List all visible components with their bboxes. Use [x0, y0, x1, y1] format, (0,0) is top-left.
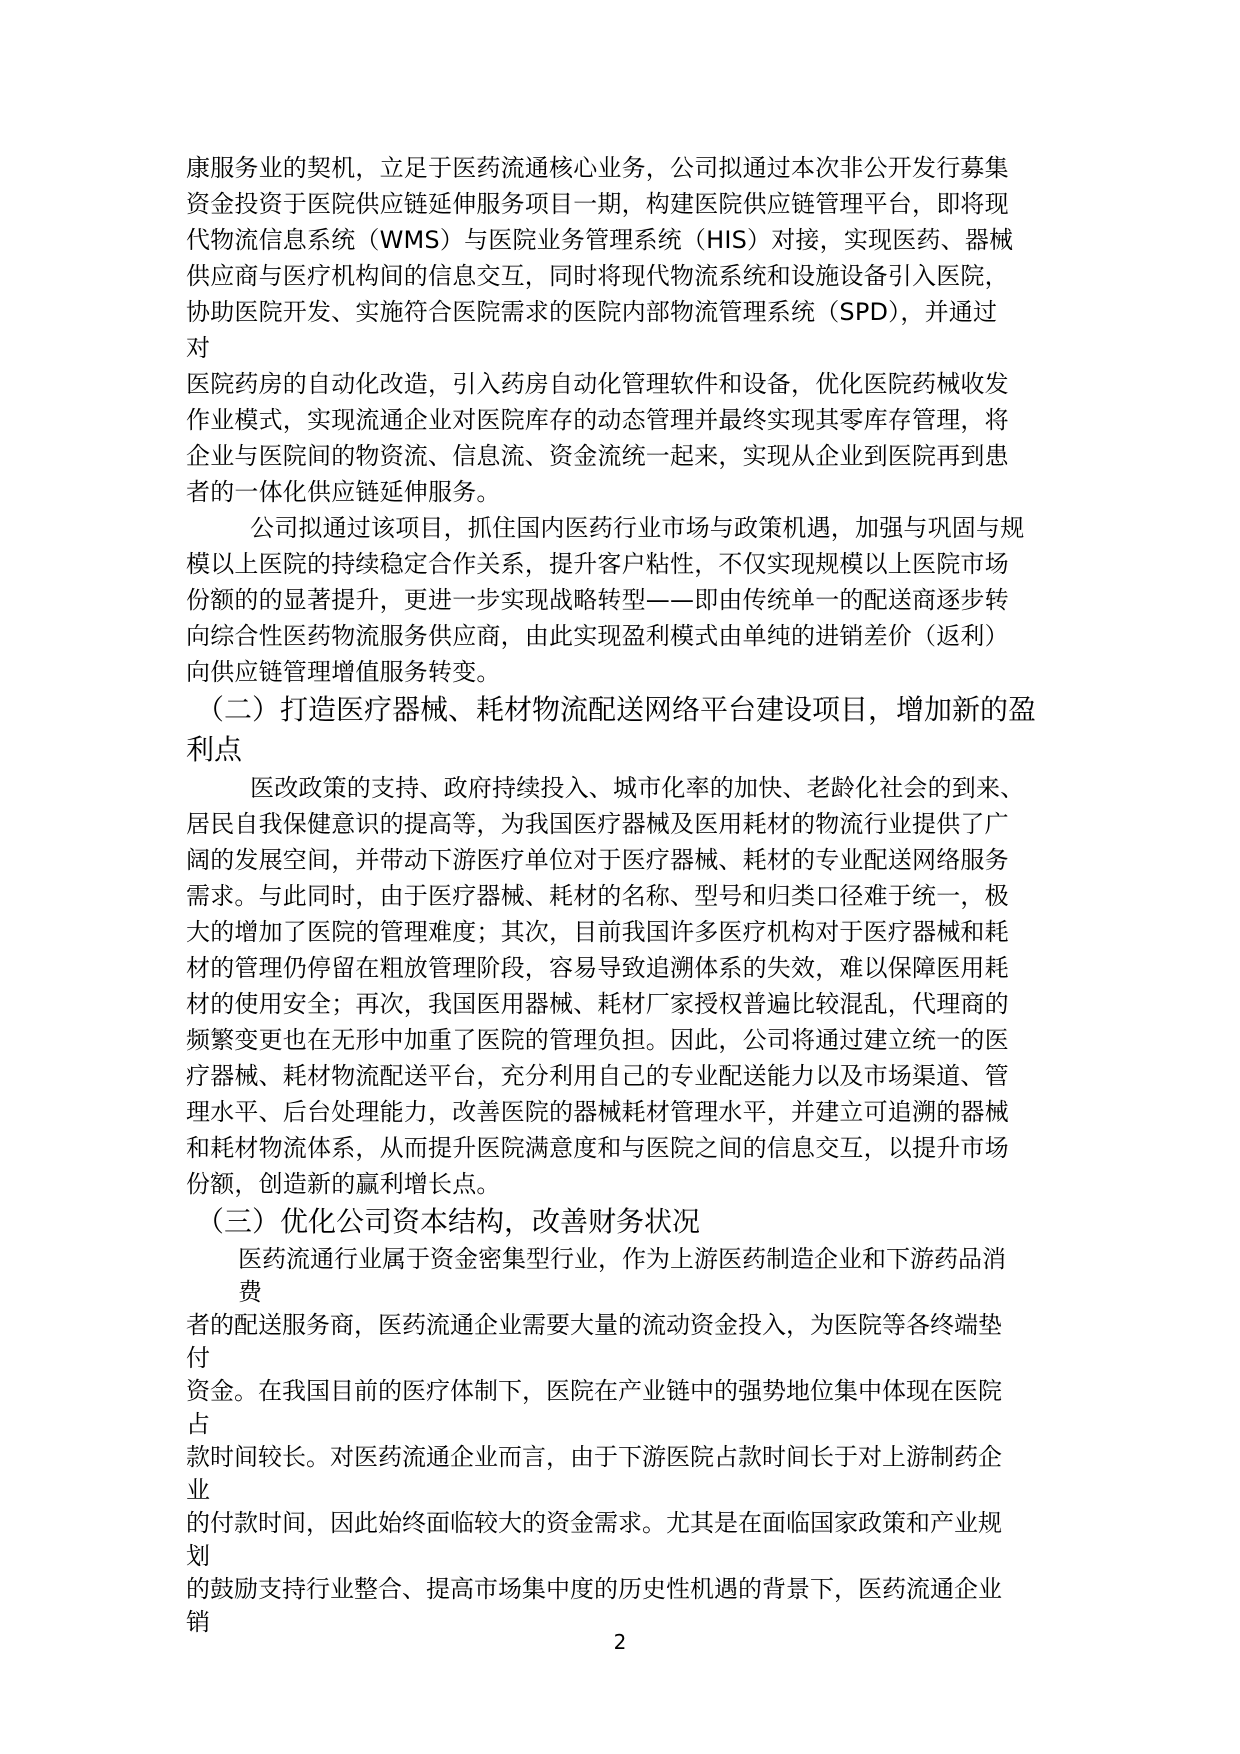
text-line-wrap: 划 [186, 1542, 210, 1570]
text-line: 的付款时间，因此始终面临较大的资金需求。尤其是在面临国家政策和产业规 [186, 1509, 1002, 1537]
text-line: 医院药房的自动化改造，引入药房自动化管理软件和设备，优化医院药械收发 [186, 370, 1009, 398]
text-line: 资金投资于医院供应链延伸服务项目一期，构建医院供应链管理平台，即将现 [186, 190, 1009, 218]
project-goal-paragraph [186, 510, 1066, 690]
text-line: 份额的的显著提升，更进一步实现战略转型——即由传统单一的配送商逐步转 [186, 586, 1009, 614]
text-line: 需求。与此同时，由于医疗器械、耗材的名称、型号和归类口径难于统一，极 [186, 882, 1009, 910]
text-line: 企业与医院间的物资流、信息流、资金流统一起来，实现从企业到医院再到患 [186, 442, 1009, 470]
section-heading-3: （三）优化公司资本结构，改善财务状况 [196, 1205, 701, 1238]
page-number: 2 [613, 1630, 627, 1654]
text-line: 向综合性医药物流服务供应商，由此实现盈利模式由单纯的进销差价（返利） [186, 622, 1009, 650]
text-line: 份额，创造新的赢利增长点。 [186, 1170, 501, 1198]
text-line: 代物流信息系统（WMS）与医院业务管理系统（HIS）对接，实现医药、器械 [186, 226, 1014, 254]
text-line: 居民自我保健意识的提高等，为我国医疗器械及医用耗材的物流行业提供了广 [186, 810, 1009, 838]
text-line: 向供应链管理增值服务转变。 [186, 658, 501, 686]
text-line: 者的配送服务商，医药流通企业需要大量的流动资金投入，为医院等各终端垫 [186, 1311, 1002, 1339]
page-body [186, 150, 1066, 1638]
text-line: 者的一体化供应链延伸服务。 [186, 478, 501, 506]
text-line: 的鼓励支持行业整合、提高市场集中度的历史性机遇的背景下，医药流通企业 [186, 1575, 1002, 1603]
text-line: 医改政策的支持、政府持续投入、城市化率的加快、老龄化社会的到来、 [250, 774, 1025, 802]
text-line: 材的使用安全；再次，我国医用器械、耗材厂家授权普遍比较混乱，代理商的 [186, 990, 1009, 1018]
text-line: 材的管理仍停留在粗放管理阶段，容易导致追溯体系的失效，难以保障医用耗 [186, 954, 1009, 982]
section-3-paragraph [186, 1242, 1066, 1638]
text-line-wrap: 付 [186, 1344, 210, 1372]
text-line: 大的增加了医院的管理难度；其次，目前我国许多医疗机构对于医疗器械和耗 [186, 918, 1009, 946]
text-line: 作业模式，实现流通企业对医院库存的动态管理并最终实现其零库存管理，将 [186, 406, 1009, 434]
section-heading-2 [186, 690, 1066, 770]
text-line: 疗器械、耗材物流配送平台，充分利用自己的专业配送能力以及市场渠道、管 [186, 1062, 1009, 1090]
text-line-wrap: 业 [186, 1476, 210, 1504]
text-line: 协助医院开发、实施符合医院需求的医院内部物流管理系统（SPD），并通过 [186, 298, 998, 326]
text-line: 和耗材物流体系，从而提升医院满意度和与医院之间的信息交互，以提升市场 [186, 1134, 1009, 1162]
text-line: 公司拟通过该项目，抓住国内医药行业市场与政策机遇，加强与巩固与规 [250, 514, 1025, 542]
text-line-wrap: 占 [186, 1410, 210, 1438]
section-2-paragraph [186, 770, 1066, 1202]
text-line: 医药流通行业属于资金密集型行业，作为上游医药制造企业和下游药品消 [238, 1245, 1006, 1273]
text-line: 资金。在我国目前的医疗体制下，医院在产业链中的强势地位集中体现在医院 [186, 1377, 1002, 1405]
text-line-wrap: 销 [186, 1608, 210, 1636]
text-line: 对 [186, 334, 211, 362]
heading-line: 利点 [186, 733, 243, 766]
text-line: 供应商与医疗机构间的信息交互，同时将现代物流系统和设施设备引入医院， [186, 262, 1009, 290]
text-line: 频繁变更也在无形中加重了医院的管理负担。因此，公司将通过建立统一的医 [186, 1026, 1009, 1054]
text-line: 阔的发展空间，并带动下游医疗单位对于医疗器械、耗材的专业配送网络服务 [186, 846, 1009, 874]
text-line-wrap: 费 [238, 1278, 262, 1306]
text-line: 康服务业的契机，立足于医药流通核心业务，公司拟通过本次非公开发行募集 [186, 154, 1009, 182]
text-line: 款时间较长。对医药流通企业而言，由于下游医院占款时间长于对上游制药企 [186, 1443, 1002, 1471]
heading-line: （二）打造医疗器械、耗材物流配送网络平台建设项目，增加新的盈 [196, 693, 1037, 726]
text-line: 模以上医院的持续稳定合作关系，提升客户粘性，不仅实现规模以上医院市场 [186, 550, 1009, 578]
text-line: 理水平、后台处理能力，改善医院的器械耗材管理水平，并建立可追溯的器械 [186, 1098, 1009, 1126]
intro-paragraph [186, 150, 1066, 510]
